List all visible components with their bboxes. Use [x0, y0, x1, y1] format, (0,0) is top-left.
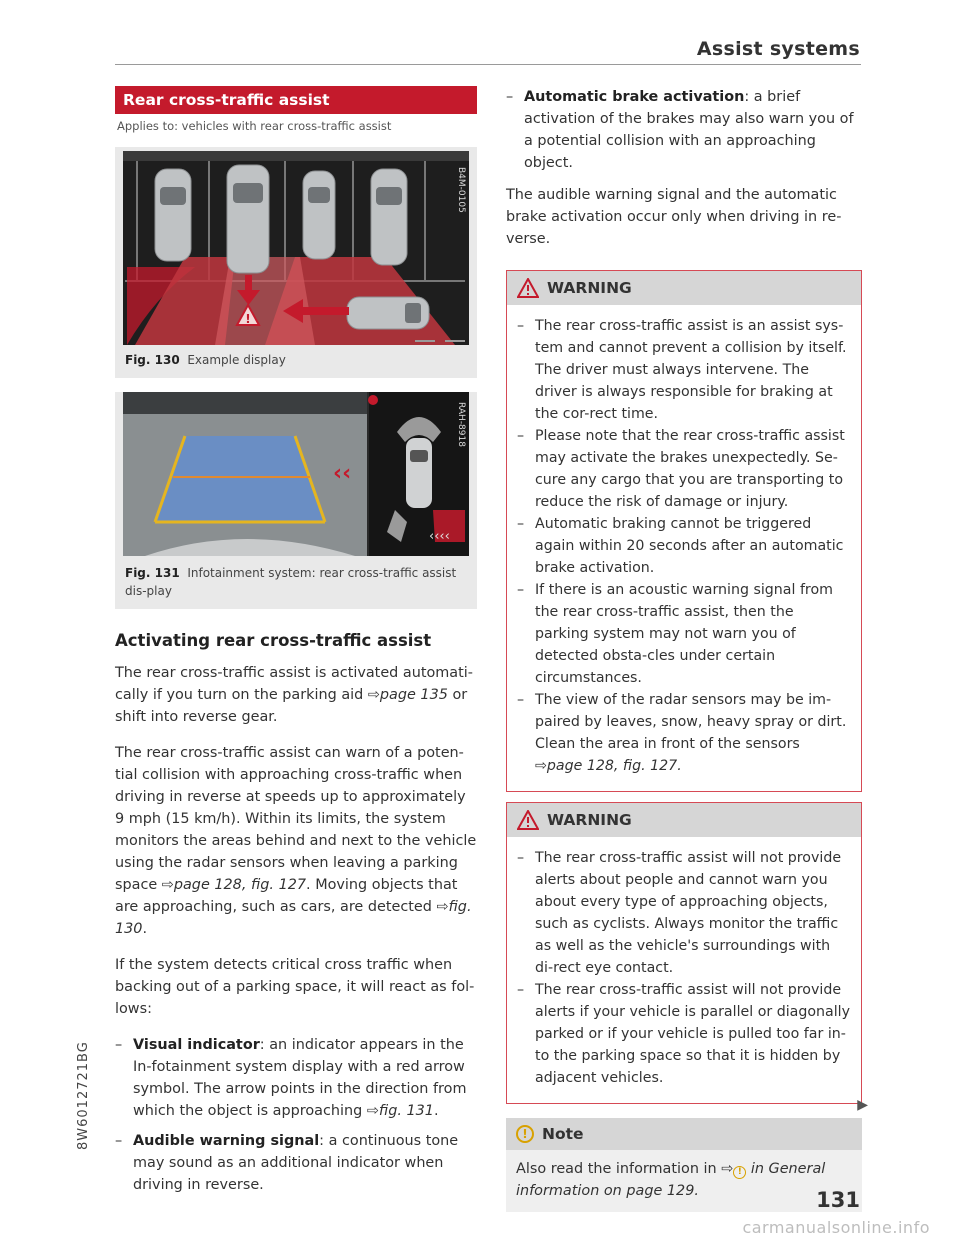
- continue-arrow-icon: ▶: [857, 1097, 868, 1113]
- list-item-term: Visual indicator: [133, 1036, 260, 1053]
- warning-header: [507, 271, 861, 305]
- page-number: 131: [816, 1188, 860, 1212]
- svg-text:‹‹‹‹: ‹‹‹‹: [429, 528, 450, 544]
- page-128-fig-127-link[interactable]: ⇨page 128, fig. 127: [161, 876, 307, 893]
- list-item: [517, 689, 851, 777]
- svg-text:!: !: [245, 312, 251, 326]
- warning-body: [507, 305, 861, 791]
- note-header: [506, 1118, 862, 1150]
- note-box: [506, 1118, 862, 1212]
- activating-paragraph-4: The audible warning signal and the automatic brake activation occur only when driving in re-verse.: [506, 187, 842, 247]
- list-item: – The rear cross-traffic assist will not provide alerts if your vehicle is parallel or diagonally parked or if your vehicle is pulled too far in-to the parking space so that it is hidden by adjacent vehicles.: [517, 979, 851, 1089]
- reaction-list: [115, 1034, 477, 1196]
- p2-text-c: .: [142, 920, 148, 937]
- warning-header: [507, 803, 861, 837]
- section-title: Rear cross-traffic assist: [115, 86, 477, 114]
- figure-130-label: Fig. 130: [125, 353, 180, 367]
- list-item: – Please note that the rear cross-traffic assist may activate the brakes unexpectedly. Se-cure any cargo that you are transporting to reduce the risk of damage or injury.: [517, 425, 851, 513]
- warning-list: [517, 315, 851, 777]
- info-circle-icon: !: [733, 1166, 746, 1179]
- fig-131-link[interactable]: ⇨fig. 131: [366, 1102, 434, 1119]
- note-text-a: Also read the information in ⇨: [516, 1161, 734, 1177]
- left-column: [115, 86, 477, 1206]
- reaction-list-continued: [506, 86, 862, 174]
- warning-title: WARNING: [547, 279, 632, 297]
- list-item-end: .: [433, 1102, 439, 1119]
- p1-text-b: or shift into reverse gear.: [115, 686, 468, 725]
- list-item-text: : a continuous tone may sound as an additional indicator when driving in reverse.: [133, 1132, 459, 1193]
- figure-130-caption-text: Example display: [187, 353, 286, 367]
- figure-130-caption: [115, 345, 477, 378]
- warning-triangle-icon: [517, 278, 539, 298]
- list-item-text: : a brief activation of the brakes may also warn you of a potential collision with an approaching object.: [524, 89, 854, 171]
- list-item: – Automatic braking cannot be triggered again within 20 seconds after an automatic brake activation.: [517, 513, 851, 579]
- p2-text-b: . Moving objects that are approaching, such as cars, are detected: [115, 876, 458, 915]
- applies-to: Applies to: vehicles with rear cross-traffic assist: [117, 119, 392, 133]
- fig-130-link[interactable]: ⇨fig. 130: [115, 898, 472, 937]
- header-rule: [115, 64, 861, 65]
- figure-131-image: [115, 392, 477, 558]
- activating-heading: Activating rear cross-traffic assist: [115, 630, 432, 650]
- activating-paragraph-1: [115, 662, 477, 728]
- figure-131-caption: [115, 558, 477, 609]
- list-item: [115, 1034, 477, 1122]
- warning-box-1: [506, 270, 862, 792]
- list-item-term: Automatic brake activation: [524, 89, 745, 105]
- warning-triangle-icon: [517, 810, 539, 830]
- warning-body: [507, 837, 861, 1103]
- list-item-text: : an indicator appears in the In-fotainment system display with a red arrow symbol. The arrow points in the direction from which the object is approaching: [133, 1036, 467, 1119]
- activating-paragraph-3: If the system detects critical cross traffic when backing out of a parking space, it will react as fol-lows:: [115, 956, 475, 1017]
- figure-130-image: [115, 147, 477, 345]
- general-information-link[interactable]: in General information on page 129.: [516, 1161, 826, 1199]
- running-header: Assist systems: [696, 38, 860, 60]
- warning-title: WARNING: [547, 811, 632, 829]
- list-item: – The rear cross-traffic assist will not provide alerts about people and cannot warn you about every type of approaching objects, such as cyclists. Always monitor the traffic as well as the vehicle's surroundings with di-rect eye contact.: [517, 847, 851, 979]
- watermark: carmanualsonline.info: [742, 1218, 930, 1237]
- page-135-link[interactable]: ⇨page 135: [367, 686, 448, 703]
- figure-130-code: B4M-0105: [456, 167, 466, 213]
- figure-131: [115, 392, 477, 609]
- info-circle-icon: !: [516, 1125, 534, 1143]
- p1-text-a: The rear cross-traffic assist is activated automati-cally if you turn on the parking aid: [115, 664, 473, 703]
- list-item: [115, 1130, 477, 1196]
- list-item: – If there is an acoustic warning signal from the rear cross-traffic assist, then the parking system may not warn you of detected obsta-cles under certain circumstances.: [517, 579, 851, 689]
- activating-paragraph-2: [115, 742, 477, 940]
- list-item: – The rear cross-traffic assist is an assist sys-tem and cannot prevent a collision by itself. The driver must always intervene. The driver is always responsible for braking at the cor-rect time.: [517, 315, 851, 425]
- figure-131-label: Fig. 131: [125, 565, 180, 580]
- figure-130: [115, 147, 477, 378]
- list-item-term: Audible warning signal: [133, 1132, 320, 1149]
- list-item: [506, 86, 862, 174]
- right-column: [506, 86, 862, 1212]
- figure-131-code: RAH-8918: [456, 401, 466, 447]
- note-body: [506, 1150, 862, 1212]
- list-item-text: The view of the radar sensors may be im-paired by leaves, snow, heavy spray or dirt. Clean the area in front of the sensors: [535, 692, 847, 752]
- p2-text-a: The rear cross-traffic assist can warn of a poten-tial collision with approaching cross-traffic when driving in reverse at speeds up to approximately 9 mph (15 km/h). Within its limits, the system monitors the areas behind and next to the vehicle using the radar sensors when leaving a parking space: [115, 744, 477, 893]
- document-code: 8W6012721BG: [76, 1041, 91, 1150]
- svg-text:‹‹: ‹‹: [333, 460, 352, 486]
- warning-list: [517, 847, 851, 1089]
- note-title: Note: [542, 1125, 584, 1143]
- figure-131-caption-text: Infotainment system: rear cross-traffic assist dis-play: [125, 565, 457, 599]
- warning-box-2: [506, 802, 862, 1104]
- page-128-fig-127-link[interactable]: ⇨page 128, fig. 127.: [535, 758, 682, 774]
